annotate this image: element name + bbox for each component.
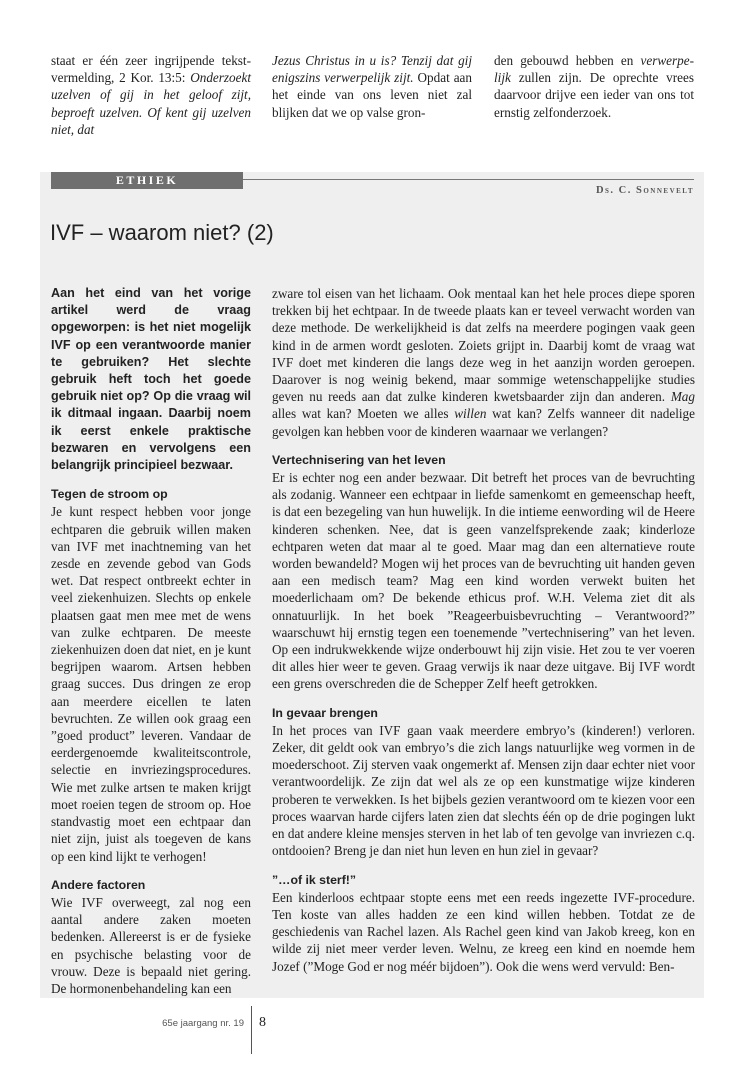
italic-run-3: willen	[454, 406, 487, 422]
subheading-tegen-de-stroom-op: Tegen de stroom op	[51, 487, 168, 502]
paragraph-right-intro	[272, 285, 695, 440]
text-run-0: den gebouwd hebben en	[494, 53, 641, 68]
article-lead: Aan het eind van het vorige artikel werd de vraag opgeworpen: is het niet mogelijk IVF op een verantwoorde manier te gebruiken? Het slechte gebruik heft toch het goede gebruik niet op? Op die vraag wil ik ditmaal ingaan. Daarbij noem ik eerst enkele praktische bezwaren en vervolgens een belangrijk principieel bezwaar.	[51, 286, 251, 473]
subheading-in-gevaar-brengen: In gevaar brengen	[272, 705, 378, 720]
text-run-1: Opdat aan het einde van ons leven niet zal blijken dat we op valse gron-	[272, 70, 472, 120]
text-run-0: staat er één zeer ingrijpende tekst-vermelding, 2 Kor. 13:5:	[51, 53, 251, 86]
italic-run-1: Mag	[670, 389, 695, 405]
section-label: ETHIEK	[51, 172, 243, 189]
paragraph-andere-factoren: Wie IVF overweegt, zal nog een aantal andere zaken moeten bedenken. Allereerst is er de fysieke en psychische belasting voor de vrouw. Deze is bepaald niet gering. De hormonenbehandeling kan een	[51, 894, 251, 996]
top-column-2	[272, 52, 472, 121]
author-name: Ds. C. Sonnevelt	[595, 185, 694, 196]
paragraph-of-ik-sterf: Een kinderloos echtpaar stopte eens met een reeds ingezette IVF-procedure. Ten koste van alles hadden ze een kind willen hebben. Totdat ze de geschiedenis van Rachel lazen. Als Rachel geen kind van Jakob kreeg, kon en wilde zij niet meer verder leven. Welnu, ze kreeg een kind en noemde hem Jozef (”Moge God er nog méér bijdoen”). Ook die wens werd vervuld: Ben-	[272, 889, 695, 974]
footer-issue: 65e jaargang nr. 19	[162, 1018, 244, 1029]
paragraph-tegen-de-stroom-op: Je kunt respect hebben voor jonge echtparen die gebruik willen maken van IVF met inachtneming van het zesde en zevende gebod van Gods wet. Dat respect ontbreekt echter in veel ziekenhuizen. Slechts op enkele plaatsen gaat men mee met de wens van zulke echtparen. De meeste ziekenhuizen doen dat niet, en je kunt begrijpen waarom. Artsen hebben graag succes. Dus dringen ze erop aan meerdere eicellen te laten bevruchten. Ze willen ook graag een ”goed product” leveren. Vandaar de eerdergenoemde kwaliteitscontrole, selectie en invriezingsprocedures. Wie met zulke artsen te maken krijgt moet roeien tegen de stroom op. Hoe standvastig moet een echtpaar dan niet zijn, juist als toegeven de kans op een kind lijkt te verhogen!	[51, 504, 251, 864]
page-number: 8	[259, 1015, 266, 1030]
italic-run-1: Onderzoekt uzelven of gij in het geloof zijt, beproeft uzelven. Of kent gij uzelven niet, dat	[51, 70, 251, 137]
article-title: IVF – waarom niet? (2)	[50, 220, 274, 245]
italic-run-1: verwerpe-lijk	[494, 53, 694, 86]
article-right-column	[272, 285, 695, 975]
section-rule	[243, 179, 694, 180]
text-run-0: zware tol eisen van het lichaam. Ook mentaal kan het hele proces diepe sporen trekken bij het echtpaar. In de tweede plaats kan er teveel verwacht worden van deze methode. De werkelijkheid is dat zelfs na meerdere pogingen vaak geen kind in de armen wordt gesloten. Zoiets grijpt in. Daarbij komt de vraag wat IVF doet met kinderen die langs deze weg in het aanzijn worden geroepen. Daarover is nog weinig bekend, maar sommige wetenschappelijke studies geven nu reeds aan dat zulke kinderen kwetsbaarder zijn dan anderen.	[272, 286, 695, 405]
text-run-2: alles wat kan? Moeten we alles	[272, 406, 455, 422]
text-run-4: wat kan? Zelfs wanneer dit nadelige gevolgen kan hebben voor de kinderen waarnaar we verlangen?	[272, 406, 695, 439]
paragraph-vertechnisering: Er is echter nog een ander bezwaar. Dit betreft het proces van de bevruchting als zodanig. Wanneer een echtpaar in liefde samenkomt en gemeenschap heeft, is dat een bezegeling van hun huwelijk. In die intieme eenwording wil de Heere kinderen schenken. Nee, dat is geen vanzelfsprekende zaak; kinderloze echtparen weten dat maar al te goed. Maar mag dan een alternatieve route worden bewandeld? Mogen wij het proces van de bevruchting uit handen geven aan een medisch team? Mag een kind worden verwekt buiten het moederlichaam om? De bekende ethicus prof. W.H. Velema ziet dit als onnatuurlijk. In het boek ”Reageerbuisbevruchting – Verantwoord?” waarschuwt hij ernstig tegen een toenemende ”vertechnisering” van het leven. Op een indrukwekkende wijze onderbouwt hij zijn visie. Het zou te ver voeren dit alles hier weer te geven. Graag verwijs ik naar deze uitgave. Bij IVF wordt een grens overschreden die de Schepper Zelf heeft getrokken.	[272, 470, 695, 692]
italic-run-0: Jezus Christus in u is? Tenzij dat gij enigszins verwerpelijk zijt.	[272, 53, 472, 86]
top-column-1-text	[51, 52, 251, 138]
top-column-3-text	[494, 52, 694, 121]
footer-divider	[251, 1006, 252, 1054]
paragraph-in-gevaar-brengen: In het proces van IVF gaan vaak meerdere embryo’s (kinderen!) verloren. Zeker, dit geldt ook van embryo’s die zich langs natuurlijke weg vormen in de moederschoot. Zij sterven vaak ongemerkt af. Mensen zijn daar echter niet voor verantwoordelijk. Ze zijn dat wel als ze op een kunstmatige wijze kinderen proberen te verwekken. Is het bijbels gezien verantwoord om te kiezen voor een proces waarvan harde cijfers laten zien dat slechts één op de drie pogingen lukt en dat andere kleine mensjes sterven in het lab of ten gevolge van invriezen c.q. ontdooien? Breng je dan niet hun leven en hun ziel in gevaar?	[272, 722, 695, 859]
subheading-andere-factoren: Andere factoren	[51, 877, 146, 892]
top-column-2-text	[272, 52, 472, 121]
article-left-column	[51, 285, 251, 997]
subheading-of-ik-sterf: ”…of ik sterf!”	[272, 872, 357, 887]
top-column-3	[494, 52, 694, 121]
top-column-1	[51, 52, 251, 138]
text-run-2: zullen zijn. De oprechte vrees daarvoor drijve een ieder van ons tot ernstig zelfonderzoek.	[494, 70, 694, 120]
subheading-vertechnisering: Vertechnisering van het leven	[272, 452, 446, 467]
